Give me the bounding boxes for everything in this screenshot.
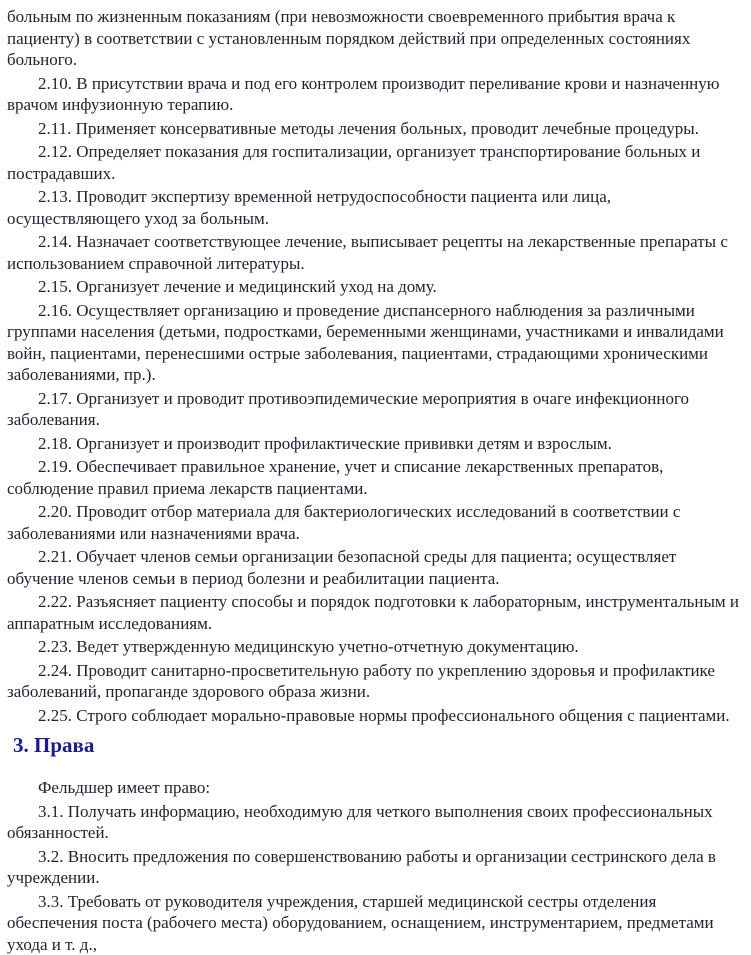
section-heading: 3. Права xyxy=(13,733,747,758)
paragraph: больным по жизненным показаниям (при невозможности своевременного прибытия врача к пациенту) в соответствии с установленным порядком действий при определенных состояниях больного. xyxy=(7,6,747,71)
paragraph: 2.14. Назначает соответствующее лечение, выписывает рецепты на лекарственные препараты с использованием справочной литературы. xyxy=(7,231,747,274)
paragraph: 2.20. Проводит отбор материала для бактериологических исследований в соответствии с заболеваниями или назначениями врача. xyxy=(7,501,747,544)
paragraph: 3.2. Вносить предложения по совершенствованию работы и организации сестринского дела в учреждении. xyxy=(7,846,747,889)
paragraph: 2.23. Ведет утвержденную медицинскую учетно-отчетную документацию. xyxy=(7,636,747,658)
paragraph: 2.11. Применяет консервативные методы лечения больных, проводит лечебные процедуры. xyxy=(7,118,747,140)
paragraph: 2.19. Обеспечивает правильное хранение, учет и списание лекарственных препаратов, соблюдение правил приема лекарств пациентами. xyxy=(7,456,747,499)
paragraph: 2.22. Разъясняет пациенту способы и порядок подготовки к лабораторным, инструментальным и аппаратным исследованиям. xyxy=(7,591,747,634)
paragraph: 2.10. В присутствии врача и под его контролем производит переливание крови и назначенную врачом инфузионную терапию. xyxy=(7,73,747,116)
paragraph: Фельдшер имеет право: xyxy=(7,777,747,799)
document-body xyxy=(7,6,747,955)
paragraph: 2.21. Обучает членов семьи организации безопасной среды для пациента; осуществляет обучение членов семьи в период болезни и реабилитации пациента. xyxy=(7,546,747,589)
paragraph: 3.1. Получать информацию, необходимую для четкого выполнения своих профессиональных обязанностей. xyxy=(7,801,747,844)
paragraph: 2.18. Организует и производит профилактические прививки детям и взрослым. xyxy=(7,433,747,455)
paragraph: 2.17. Организует и проводит противоэпидемические мероприятия в очаге инфекционного заболевания. xyxy=(7,388,747,431)
paragraph: 2.15. Организует лечение и медицинский уход на дому. xyxy=(7,276,747,298)
paragraph: 2.24. Проводит санитарно-просветительную работу по укреплению здоровья и профилактике заболеваний, пропаганде здорового образа жизни. xyxy=(7,660,747,703)
paragraph: 2.25. Строго соблюдает морально-правовые нормы профессионального общения с пациентами. xyxy=(7,705,747,727)
paragraph: 2.12. Определяет показания для госпитализации, организует транспортирование больных и пострадавших. xyxy=(7,141,747,184)
paragraph: 2.13. Проводит экспертизу временной нетрудоспособности пациента или лица, осуществляющего уход за больным. xyxy=(7,186,747,229)
paragraph: 3.3. Требовать от руководителя учреждения, старшей медицинской сестры отделения обеспечения поста (рабочего места) оборудованием, оснащением, инструментарием, предметами ухода и т. д., xyxy=(7,891,747,955)
paragraph: 2.16. Осуществляет организацию и проведение диспансерного наблюдения за различными группами населения (детьми, подростками, беременными женщинами, участниками и инвалидами войн, пациентами, перенесшими острые заболевания, пациентами, страдающими хроническими заболеваниями, пр.). xyxy=(7,300,747,386)
